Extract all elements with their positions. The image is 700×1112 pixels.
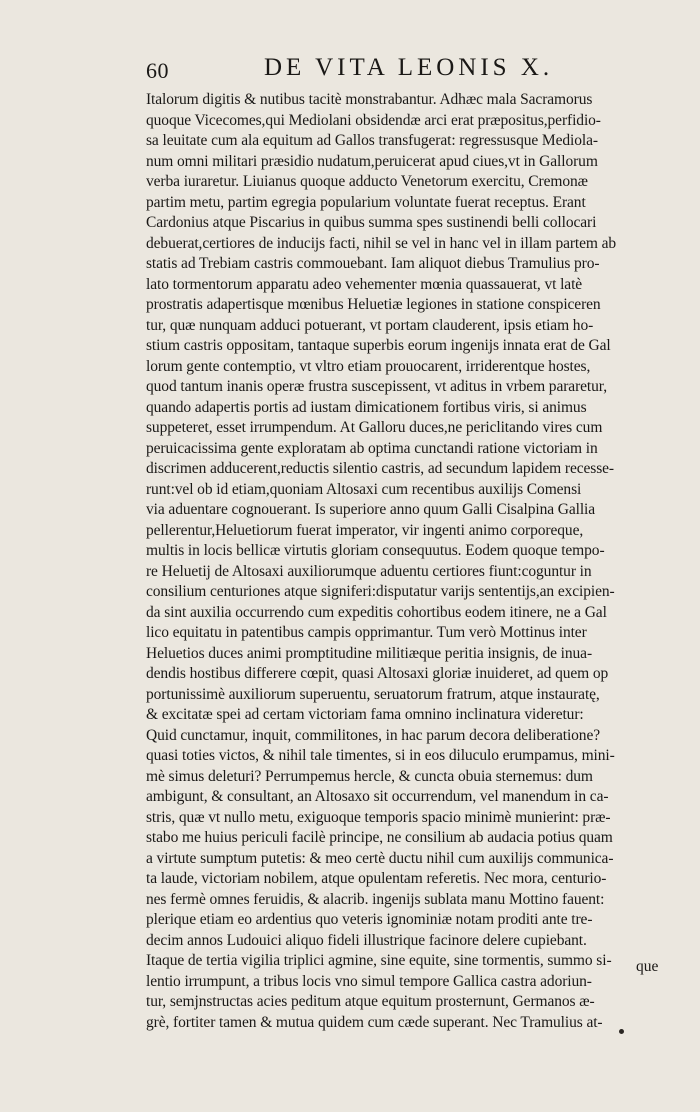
text-line: peruicacissima gente exploratam ab optima cunctandi ratione victoriam in (146, 439, 598, 457)
page-number: 60 (146, 58, 169, 83)
text-line: suppeteret, esset irrumpendum. At Galloru duces,ne periclitando vires cum (146, 419, 603, 436)
text-line: stium castris oppositam, tantaque superbis eorum ingenijs innata erat de Gal (146, 337, 611, 354)
text-line: Italorum digitis & nutibus tacitè monstrabantur. Adhæc mala Sacramorus (146, 91, 593, 108)
text-line: stabo me huius periculi facilè principe, ne consilium ab audacia potius quam (146, 829, 613, 846)
text-line: Cardonius atque Piscarius in quibus summa spes sustinendi belli collocari (146, 214, 597, 231)
text-line: sa leuitate cum ala equitum ad Gallos transfugerat: regressusque Mediola- (146, 132, 598, 149)
text-line: quoque Vicecomes,qui Mediolani obsidendæ arci erat præpositus,perfidio- (146, 111, 601, 129)
text-line: lico equitatu in patentibus campis opprimantur. Tum verò Mottinus inter (146, 624, 587, 641)
text-line: & excitatæ spei ad certam victoriam fama omnino inclinatura videretur: (146, 706, 584, 723)
page-header (146, 54, 666, 88)
text-line: nes fermè omnes feruidis, & alacrib. ingenijs sublata manu Mottino fauent: (146, 890, 605, 908)
text-line: lato tormentorum apparatu adeo vehementer mœnia quassauerat, vt latè (146, 275, 583, 293)
text-line: num omni militari præsidio nudatum,peruicerat apud ciues,vt in Gallorum (146, 152, 598, 170)
running-head: DE VITA LEONIS X. (264, 54, 554, 81)
text-line: runt:vel ob id etiam,quoniam Altosaxi cum recentibus auxilijs Comensi (146, 480, 582, 498)
text-line: quod tantum inanis operæ frustra suscepissent, vt aditus in vrbem pararetur, (146, 378, 607, 395)
text-line: via aduentare cognouerant. Is superiore anno quum Galli Cisalpina Gallia (146, 501, 596, 518)
text-line: tur, quæ nunquam adduci potuerant, vt portam clauderent, ipsis etiam ho- (146, 316, 594, 334)
text-line: verba iuraretur. Liuianus quoque adducto Venetorum exercitu, Cremonæ (146, 173, 588, 190)
text-line: decim annos Ludouici aliquo fideli illustrique facinore delere cupiebant. (146, 931, 587, 949)
text-line: debuerat,certiores de inducijs facti, nihil se vel in hanc vel in illam partem ab (146, 234, 617, 252)
text-line: multis in locis bellicæ virtutis gloriam consequutus. Eodem quoque tempo- (146, 542, 605, 559)
text-line: re Heluetij de Altosaxi auxiliorumque aduentu certiores fiunt:coguntur in (146, 562, 592, 580)
text-line: quando adapertis portis ad iustam dimicationem fortibus viris, si animus (146, 398, 587, 416)
text-line: discrimen adducerent,reductis silentio castris, ad secundum lapidem recesse- (146, 460, 614, 477)
text-line: plerique etiam eo ardentius quo veteris ignominiæ notam proditi ante tre- (146, 911, 593, 928)
text-line: tur, semjnstructas acies peditum atque equitum prosternunt, Germanos æ- (146, 993, 595, 1010)
text-line: Quid cunctamur, inquit, commilitones, in hac parum decora deliberatione? (146, 726, 601, 744)
text-line: pellerentur,Heluetiorum fuerat imperator, vir ingenti animo corporeque, (146, 521, 584, 539)
text-line: statis ad Trebiam castris commouebant. Iam aliquot diebus Tramulius pro- (146, 255, 600, 272)
text-line: Heluetios duces animi promptitudine militiæque peritia insignis, de inua- (146, 644, 592, 662)
text-line: lorum gente contemptio, vt vltro etiam prouocarent, irriderentque hostes, (146, 357, 591, 375)
text-line: consilium centuriones atque signiferi:disputatur varijs sententijs,an excipien- (146, 583, 615, 600)
text-line: grè, fortiter tamen & mutua quidem cum cæde superant. Nec Tramulius at- (146, 1013, 603, 1031)
text-line: ambigunt, & consultant, an Altosaxo sit occurrendum, vel manendum in ca- (146, 788, 609, 805)
text-line: dendis hostibus differere cœpit, quasi Altosaxi gloriæ inuideret, ad quem op (146, 665, 609, 682)
text-line: partim metu, partim egregia popularium voluntate fuerat receptus. Erant (146, 193, 586, 211)
text-line: prostratis adapertisque mœnibus Heluetiæ legiones in statione conspiceren (146, 296, 601, 313)
body-text (146, 90, 666, 1033)
text-line: mè simus deleturi? Perrumpemus hercle, & cuncta obuia sternemus: dum (146, 767, 593, 785)
ink-spot (619, 1029, 624, 1034)
catchword: que (636, 958, 659, 975)
text-line: a virtute sumptum putetis: & meo certè ductu nihil cum auxilijs communica- (146, 849, 614, 867)
text-line: lentio irrumpunt, a tribus locis vno simul tempore Gallica castra adoriun- (146, 972, 592, 990)
text-line: quasi toties victos, & nihil tale timentes, si in eos diluculo erumpamus, mini- (146, 747, 615, 764)
text-line: portunissimè auxiliorum superuentu, seruatorum fratrum, atque instauratę, (146, 685, 600, 703)
text-line: ta laude, victoriam nobilem, atque opulentam referetis. Nec mora, centurio- (146, 870, 607, 887)
text-line: Itaque de tertia vigilia triplici agmine, sine equite, sine tormentis, summo si- (146, 952, 612, 969)
text-line: stris, quæ vt nullo metu, exiguoque temporis spacio minimè munierint: præ- (146, 808, 611, 826)
text-line: da sint auxilia occurrendo cum expeditis cohortibus eodem itinere, ne a Gal (146, 603, 607, 621)
